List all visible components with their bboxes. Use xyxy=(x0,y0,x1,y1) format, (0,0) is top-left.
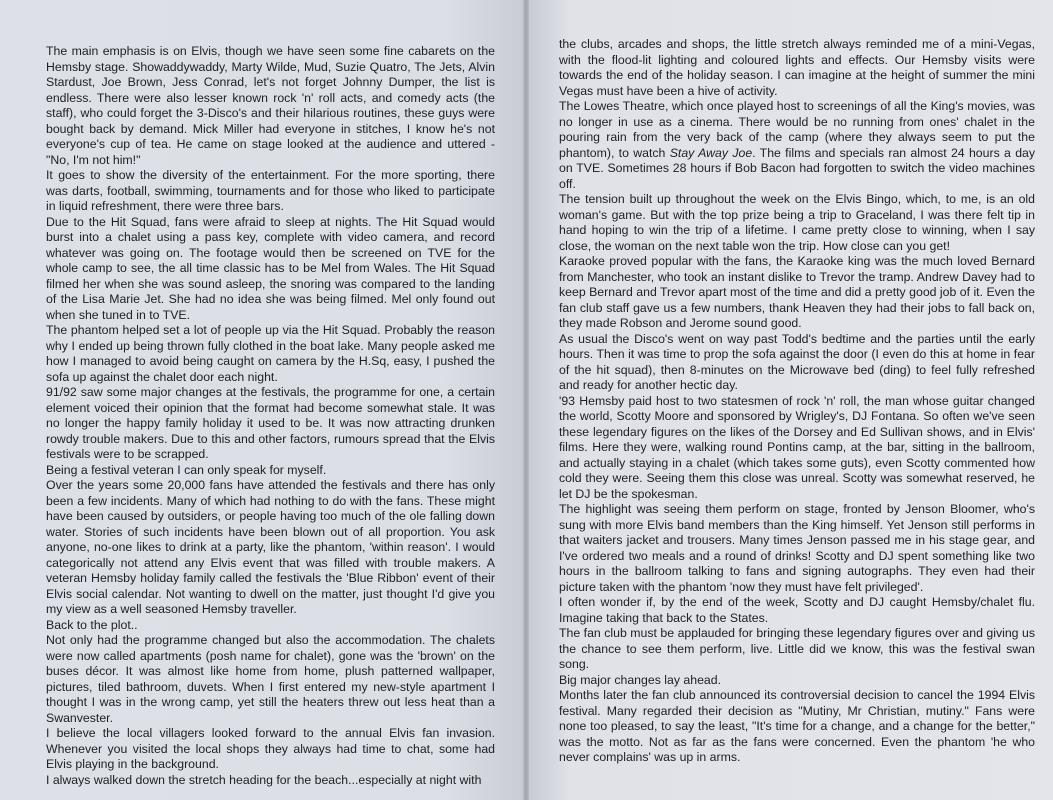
paragraph: The tension built up throughout the week on the Elvis Bingo, which, to me, is an old woman's game. But with the top prize being a trip to Graceland, I was there felt tip in hand hoping to win the trip of a lifetime. I came pretty close to winning, when I say close, the woman on the next table won the trip. How close can you get! xyxy=(559,192,1035,253)
paragraph: The phantom helped set a lot of people up via the Hit Squad. Probably the reason why I ended up being thrown fully clothed in the boat lake. Many people asked me how I managed to avoid being caught on camera by the H.Sq, easy, I pushed the sofa up against the chalet door each night. xyxy=(46,323,495,384)
paragraph: I believe the local villagers looked forward to the annual Elvis fan invasion. Whenever you visited the local shops they always had time to chat, some had Elvis playing in the background. xyxy=(46,726,495,771)
paragraph: The main emphasis is on Elvis, though we have seen some fine cabarets on the Hemsby stage. Showaddywaddy, Marty Wilde, Mud, Suzie Quatro, The Jets, Alvin Stardust, Joe Brown, Jess Conrad, let's not forget Johnny Dumper, the list is endless. There were also lesser known rock 'n' roll acts, and comedy acts (the staff), who could forget the 3-Disco's and their hilarious routines, these guys were bought back by demand. Mick Miller had everyone in stitches, I know he's not everyone's cup of tea. He came on stage looked at the audience and uttered - "No, I'm not him!" xyxy=(46,44,495,167)
film-title: Stay Away Joe xyxy=(669,145,753,160)
left-text-column xyxy=(46,44,495,788)
paragraph xyxy=(559,99,1035,192)
paragraph: Due to the Hit Squad, fans were afraid to sleep at nights. The Hit Squad would burst into a chalet using a pass key, complete with video camera, and record whatever was going on. The footage would then be screened on TVE for the whole camp to see, the all time classic has to be Mel from Wales. The Hit Squad filmed her when she was sound asleep, the snoring was compared to the landing of the Lisa Marie Jet. She had no idea she was being filmed. Mel only found out when she tuned in to TVE. xyxy=(46,214,495,322)
paragraph: '93 Hemsby paid host to two statesmen of rock 'n' roll, the man whose guitar changed the world, Scotty Moore and sponsored by Wrigley's, DJ Fontana. So often we've seen these legendary figures on the likes of the Dorsey and Ed Sullivan shows, and in Elvis' films. Here they were, walking round Pontins camp, at the bar, sitting in the ballroom, and actually staying in a chalet (which takes some guts), even Scotty commented how cold they were. Seeing them this close was unreal. Scotty was somewhat reserved, he let DJ be the spokesman. xyxy=(559,393,1035,501)
paragraph: Being a festival veteran I can only speak for myself. xyxy=(46,462,327,477)
paragraph-text: . The films and specials ran almost 24 hours a day on TVE. Sometimes 28 hours if Bob Bacon had forgotten to switch the video machines off. xyxy=(559,145,1036,191)
paragraph: Not only had the programme changed but also the accommodation. The chalets were now called apartments (posh name for chalet), gone was the 'brown' on the buses décor. It was almost like home from home, plush patterned wallpaper, pictures, tiled bathroom, duvets. When I first entered my new-style apartment I thought I was in the wrong camp, yet still the heaters threw out less heat than a Swanvester. xyxy=(46,633,495,725)
paragraph: The fan club must be applauded for bringing these legendary figures over and giving us the chance to see them perform, live. Little did we know, this was the festival swan song. xyxy=(559,626,1035,671)
right-page xyxy=(529,0,1053,800)
paragraph: Back to the plot.. xyxy=(46,617,138,632)
paragraph-text: The Lowes Theatre, which once played host to screenings of all the King's movies, was no longer in use as a cinema. There would be no running from ones' chalet in the pouring rain from the very back of the camp (where they always seem to put the phantom), to watch xyxy=(559,99,1035,160)
paragraph: Big major changes lay ahead. xyxy=(559,672,722,687)
paragraph: 91/92 saw some major changes at the festivals, the programme for one, a certain element voiced their opinion that the format had become somewhat stale. It was no longer the happy family holiday it used to be. It was now attracting drunken rowdy trouble makers. Due to this and other factors, rumours spread that the Elvis festivals were to be scrapped. xyxy=(46,385,495,461)
paragraph: Karaoke proved popular with the fans, the Karaoke king was the much loved Bernard from Manchester, who took an instant dislike to Trevor the tramp. Andrew Davey had to keep Bernard and Trevor apart most of the time and did a pretty good job of it. Even the fan club staff gave us a few numbers, thank Heaven they had their jobs to fall back on, they made Robson and Jerome sound good. xyxy=(559,254,1035,330)
paragraph: Months later the fan club announced its controversial decision to cancel the 1994 Elvis festival. Many regarded their decision as "Mutiny, Mr Christian, mutiny." Fans were none too pleased, to say the least, "It's time for a change, and a change for the better," was the motto. Not as far as the fans were concerned. Even the phantom 'he who never complains' was up in arms. xyxy=(559,688,1035,764)
paragraph: I often wonder if, by the end of the week, Scotty and DJ caught Hemsby/chalet flu. Imagine taking that back to the States. xyxy=(559,595,1035,625)
paragraph: the clubs, arcades and shops, the little stretch always reminded me of a mini-Vegas, with the flood-lit lighting and coloured lights and effects. Our Hemsby visits were towards the end of the holiday season. I can imagine at the height of summer the mini Vegas must have been a hive of activity. xyxy=(559,37,1035,98)
paragraph: It goes to show the diversity of the entertainment. For the more sporting, there was darts, football, swimming, tournaments and for those who liked to participate in liquid refreshment, there were three bars. xyxy=(46,168,495,213)
paragraph: Over the years some 20,000 fans have attended the festivals and there has only been a few incidents. Many of which had nothing to do with the fans. These might have been caused by outsiders, or people having too much of the ole falling down water. Stories of such incidents have been blown out of all proportion. You ask anyone, no-one likes to drink at a party, like the phantom, 'within reason'. I would categorically not attend any Elvis event that was filled with trouble makers. A veteran Hemsby holiday family called the festivals the 'Blue Ribbon' event of their Elvis social calendar. Not wanting to dwell on the matter, just thought I'd give you my view as a well seasoned Hemsby traveller. xyxy=(46,478,495,616)
left-page xyxy=(0,0,523,800)
right-text-column xyxy=(559,37,1035,766)
paragraph: As usual the Disco's went on way past Todd's bedtime and the parties until the early hours. Then it was time to prop the sofa against the door (I even do this at home in fear of the hit squad), then 8-minutes on the Microwave bed (ding) to feel fully refreshed and ready for another hectic day. xyxy=(559,331,1035,392)
paragraph: The highlight was seeing them perform on stage, fronted by Jenson Bloomer, who's sung with more Elvis band members than the King himself. Yet Jenson still performs in that waiters jacket and trousers. Many times Jenson passed me in his stage gear, and I've ordered two meals and a round of drinks! Scotty and DJ spent something like two hours in the ballroom talking to fans and signing autographs. They even had their picture taken with the phantom 'now they must have felt privileged'. xyxy=(559,502,1035,594)
paragraph: I always walked down the stretch heading for the beach...especially at night with xyxy=(46,772,482,787)
